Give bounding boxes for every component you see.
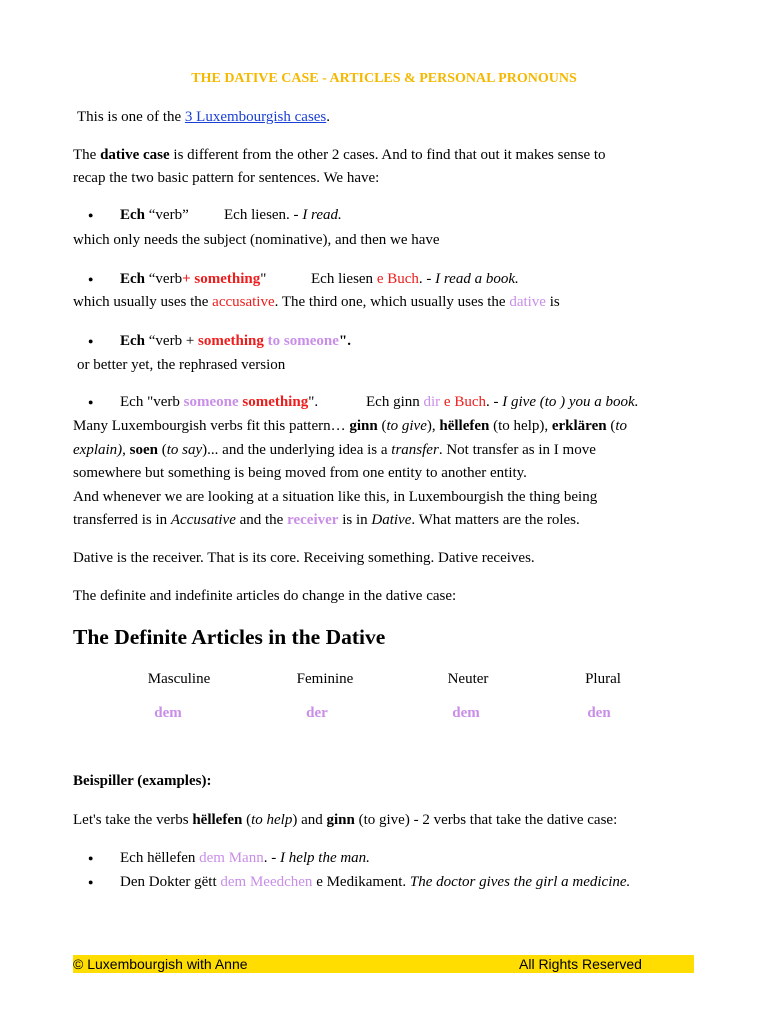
column-header-masculine: Masculine (147, 671, 211, 687)
article-feminine: der (306, 705, 328, 721)
footer-rights: All Rights Reserved (519, 956, 642, 972)
after-bullet-1: which only needs the subject (nominative), and then we have (73, 232, 440, 248)
bullet-icon: ● (88, 397, 94, 407)
bullet-pattern-2: Ech “verb+ something" (120, 271, 267, 287)
paragraph-2-line-4: And whenever we are looking at a situation like this, in Luxembourgish the thing being (73, 489, 598, 505)
bullet-icon: ● (88, 274, 94, 284)
paragraph-2-line-1: Many Luxembourgish verbs fit this pattern… ginn (to give), hëllefen (to help), erklären (to (73, 418, 627, 434)
example-2: Den Dokter gëtt dem Meedchen e Medikament. The doctor gives the girl a medicine. (120, 874, 631, 890)
intro-end: . (326, 109, 331, 125)
page-title: THE DATIVE CASE - ARTICLES & PERSONAL PRONOUNS (191, 71, 577, 86)
bullet-example-1: Ech liesen. - I read. (224, 207, 342, 223)
intro-text: This is one of the (77, 109, 185, 125)
paragraph-3: Dative is the receiver. That is its core. Receiving something. Dative receives. (73, 550, 535, 566)
after-bullet-3: or better yet, the rephrased version (77, 357, 286, 373)
column-header-neuter: Neuter (447, 671, 489, 687)
bullet-pattern-3: Ech “verb + something to someone". (120, 333, 351, 349)
bullet-icon: ● (88, 877, 94, 887)
paragraph-1-line-2: recap the two basic pattern for sentences. We have: (73, 170, 380, 186)
footer-bar (73, 955, 694, 973)
bullet-example-2: Ech liesen e Buch. - I read a book. (311, 271, 519, 287)
after-bullet-2: which usually uses the accusative. The third one, which usually uses the dative is (73, 294, 560, 310)
bullet-pattern-1: Ech “verb” (120, 207, 189, 223)
paragraph-2-line-5: transferred is in Accusative and the receiver is in Dative. What matters are the roles. (73, 512, 580, 528)
column-header-feminine: Feminine (296, 671, 354, 687)
cases-link[interactable]: 3 Luxembourgish cases (184, 109, 327, 125)
article-neuter: dem (452, 705, 480, 721)
example-1: Ech hëllefen dem Mann. - I help the man. (120, 850, 370, 866)
bullet-icon: ● (88, 210, 94, 220)
paragraph-1-line-1: The dative case is different from the other 2 cases. And to find that out it makes sense to (73, 147, 606, 163)
bullet-example-4: Ech ginn dir e Buch. - I give (to ) you a book. (366, 394, 639, 410)
footer-copyright: © Luxembourgish with Anne (73, 956, 248, 972)
column-header-plural: Plural (585, 671, 621, 687)
examples-heading: Beispiller (examples): (73, 773, 212, 789)
article-masculine: dem (154, 705, 182, 721)
bullet-icon: ● (88, 336, 94, 346)
paragraph-5: Let's take the verbs hëllefen (to help) and ginn (to give) - 2 verbs that take the dative case: (73, 812, 618, 828)
paragraph-2-line-2: explain), soen (to say)... and the underlying idea is a transfer. Not transfer as in I move (73, 442, 596, 458)
paragraph-2-line-3: somewhere but something is being moved from one entity to another entity. (73, 465, 527, 481)
section-heading: The Definite Articles in the Dative (73, 625, 386, 649)
article-plural: den (587, 705, 611, 721)
bullet-icon: ● (88, 853, 94, 863)
intro-line (77, 108, 330, 126)
paragraph-4: The definite and indefinite articles do change in the dative case: (73, 588, 457, 604)
bullet-pattern-4: Ech "verb someone something". (120, 394, 319, 410)
